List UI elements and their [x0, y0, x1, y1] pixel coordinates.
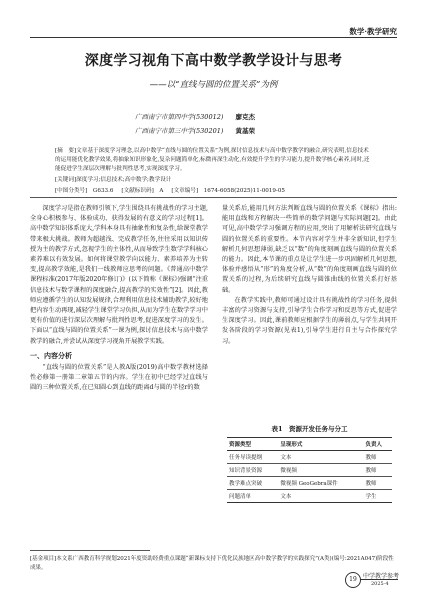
- author-line-1: [135, 112, 255, 121]
- clc-number: [中图分类号] G633.6: [55, 188, 114, 194]
- table-row: [227, 477, 392, 490]
- section-header: 数学·教学研究: [349, 27, 397, 36]
- table-cell: 问题清单: [227, 490, 278, 503]
- author-name: 黄基荣: [235, 127, 255, 135]
- document-code: [文献标识码] A: [121, 188, 164, 194]
- table-cell: 教师: [364, 477, 393, 490]
- table-cell: 任务导读提纲: [227, 451, 278, 464]
- table-row: [227, 451, 392, 464]
- classification-divider: [30, 197, 397, 198]
- table-cell: 教师: [364, 464, 393, 477]
- table-header-cell: 资源类型: [227, 438, 278, 451]
- journal-name: 中学教学参考: [363, 573, 400, 580]
- classification-row: [55, 186, 397, 194]
- body-paragraph: 量关系后,能用几何方法判断直线与圆的位置关系《课标》指出:能用直线和方程解决一些简单的数学问题与实际问题[2]。由此可见,高中数学学习强调方程的应用,突出了用解析法研究直线与圆的位置关系的重要性。本节内容对学生并非全新知识,但学生解析几何思想薄弱,缺乏以“数”的角度刻画直线与圆的位置关系的能力。因此,本节课的重点是让学生进一步巩固解析几何思想,体验并感悟从“形”的角度分析,从“数”的角度刻画直线与圆的位置关系的过程,为后续研究直线与圆锥曲线的位置关系打好基础。: [222, 205, 397, 294]
- table-cell: 文本: [278, 451, 363, 464]
- header-divider: [30, 37, 397, 38]
- table-cell: 学生: [364, 490, 393, 503]
- author-affiliation: 广西南宁市第四中学(530012): [135, 113, 224, 121]
- left-column: [30, 204, 208, 394]
- footnote-divider: [30, 550, 150, 551]
- table-caption: 表1 资源开发任务与分工: [271, 425, 348, 433]
- table-cell: 教师: [364, 451, 393, 464]
- article-title: 深度学习视角下高中数学教学设计与思考: [84, 53, 343, 69]
- author-affiliation: 广西南宁市第三中学(530201): [135, 127, 224, 135]
- section-heading: 一、内容分析: [30, 351, 72, 360]
- fund-note: [基金项目]本文系广西教育科学规划2021年度资助经费重点课题“新课标支持下优化民族地区高中数学教学的实践探究”(A类)(编号:2021A047)阶段性成果。: [30, 556, 394, 571]
- table-cell: 文本: [278, 490, 363, 503]
- journal-issue: 2025·4: [371, 581, 389, 587]
- table-row: [227, 464, 392, 477]
- article-number: [文章编号] 1674-6058(2025)11-0019-05: [171, 188, 285, 194]
- table-row: [227, 490, 392, 503]
- table-cell: 微视频: [278, 464, 363, 477]
- page-number: 19: [345, 572, 361, 588]
- table-header-cell: 呈现形式: [278, 438, 363, 451]
- footer-divider: [360, 579, 398, 580]
- table-cell: 知识背景资源: [227, 464, 278, 477]
- table-header-cell: 负责人: [364, 438, 393, 451]
- abstract: [摘 要]文章基于深度学习理念,以高中数学“直线与圆的位置关系”为例,探讨信息技术与高中数学教学的融合,研究表明,信息技术的运用能优化教学效果,将抽象知识形象化,复杂问题简单化,标微再深生动化,有效提升学生的学习能力,提升数学核心素养,同时,还能促进学生深层次理解与批判性思考,实现深度学习。: [55, 148, 370, 172]
- body-paragraph: “直线与圆的位置关系”是人教A版(2019)高中数学教材选择性必修第一册第二章第五节的内容。学生在初中已经学过直线与圆的三种位置关系,在已知圆心到直线的距离d与圆的半径r的数: [30, 364, 208, 392]
- table-header-row: [227, 438, 392, 451]
- right-column: [222, 204, 397, 347]
- article-subtitle: ——以“直线与圆的位置关系”为例: [149, 80, 278, 90]
- resource-table: [227, 437, 392, 503]
- author-line-2: [135, 126, 255, 135]
- table-cell: 微视频 GeoGebra课件: [278, 477, 363, 490]
- body-paragraph: 深度学习是指在教师引领下,学生围绕具有挑战性的学习主题,全身心积极参与、体验成功、获得发展的有意义的学习过程[1]。高中数学知识体系庞大,学科本身具有抽象性和复杂性,给课堂教学带来极大挑战。教师为超越浅、完成教学任务,往往采用以知识传授为主的教学方式,忽视学生的主体性,从而导致学生数学学科核心素养难以有效发展。如何将课堂教学向以能力、素养培养为主转变,提高教学效能,是我们一线教师应思考的问题。《普通高中数学课程标准(2017年版2020年修订)》(以下简称《课标》)强调“注重信息技术与数学课程的深度融合,提高教学的实效性”[2]。因此,教师应遵循学生的认知发展规律,合理利用信息技术辅助教学,较好地把内容生动再现,减轻学生课堂学习负担,从而为学生在数学学习中更有价值的进行深层次理解与批判性思考,促进深度学习的发生。下面以“直线与圆的位置关系”一课为例,探讨信息技术与高中数学教学的融合,并尝试从深度学习视角开展教学实践。: [30, 205, 208, 345]
- body-paragraph: 在教学实践中,教师可通过设计具有挑战性的学习任务,提供丰富的学习资源与支持,引导学生合作学习和反思等方式,促进学生深度学习。因此,课前教师应根据学生的薄弱点,与学生共同开发各阶段的学习资源(见表1),引导学生进行自主与合作探究学习。: [222, 296, 397, 345]
- keywords: [关键词]深度学习;信息技术;高中数学;教学设计: [55, 177, 172, 183]
- author-name: 廖克杰: [235, 113, 255, 121]
- table-cell: 教学难点突破: [227, 477, 278, 490]
